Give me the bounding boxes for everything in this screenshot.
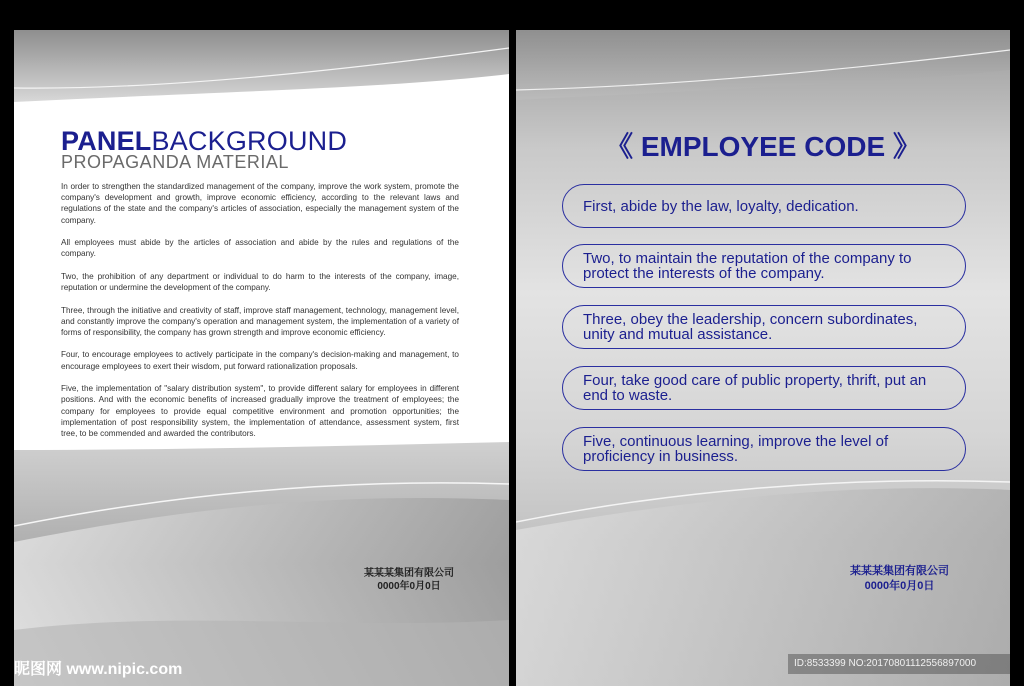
employee-code-title: 《 EMPLOYEE CODE 》 bbox=[605, 131, 921, 162]
code-item-text: First, abide by the law, loyalty, dedication. bbox=[583, 197, 859, 215]
body-text bbox=[61, 181, 459, 450]
paragraph: Two, the prohibition of any department or individual to do harm to the interests of the company, image, reputation or undermine the development of the company. bbox=[61, 271, 459, 293]
panel-title-thin: BACKGROUND bbox=[151, 126, 348, 156]
code-item-text: Four, take good care of public property, thrift, put an end to waste. bbox=[583, 372, 927, 404]
company-info bbox=[850, 564, 949, 594]
company-date: 0000年0月0日 bbox=[377, 581, 441, 592]
company-info bbox=[364, 567, 454, 593]
code-item-text: Five, continuous learning, improve the level of proficiency in business. bbox=[583, 433, 889, 465]
code-item bbox=[562, 244, 966, 288]
company-name: 某某某集团有限公司 bbox=[364, 568, 454, 579]
left-panel bbox=[14, 30, 509, 686]
panel-subtitle: PROPAGANDA MATERIAL bbox=[61, 152, 289, 172]
paragraph: All employees must abide by the articles of association and abide by the rules and regulations of the company. bbox=[61, 238, 459, 259]
code-item bbox=[562, 305, 966, 349]
paragraph: Four, to encourage employees to actively participate in the company's decision-making and management, to encourage employees to exert their wisdom, put forward rationalization proposals. bbox=[61, 350, 459, 371]
paragraph: Five, the implementation of "salary distribution system", to provide different salary for employees in different positions. And with the economic benefits of increased gradually improve the treatment of employees; the company for employees to provide equal competitive environment and promotion opportunities; the implementation of post responsibility system, the implementation of attendance, assessment system, first tree, to be commended and awarded the contributors. bbox=[61, 384, 459, 438]
panel-title-bold: PANEL bbox=[61, 126, 152, 156]
company-name: 某某某集团有限公司 bbox=[850, 565, 949, 577]
id-watermark: ID:8533399 NO:20170801112556897000 bbox=[788, 654, 1010, 674]
company-date: 0000年0月0日 bbox=[864, 580, 935, 592]
site-watermark: 昵图网 www.nipic.com bbox=[14, 661, 183, 678]
right-panel bbox=[516, 30, 1010, 686]
paragraph: Three, through the initiative and creativity of staff, improve staff management, technology, management level, and constantly improve the company's operation and management system, the implementation of a variety of forms of responsibility, the company has grown strength and improve economic efficiency. bbox=[61, 305, 459, 337]
code-item bbox=[562, 427, 966, 471]
code-item bbox=[562, 184, 966, 228]
code-item-text: Two, to maintain the reputation of the company to protect the interests of the company. bbox=[583, 250, 912, 282]
paragraph: In order to strengthen the standardized management of the company, improve the work system, promote the company's development and growth, improve economic efficiency, according to the relevant laws and regulations of the state and the company's articles of association, especially the management system of the company. bbox=[61, 182, 459, 225]
code-item-text: Three, obey the leadership, concern subordinates, unity and mutual assistance. bbox=[583, 311, 918, 343]
code-item bbox=[562, 366, 966, 410]
